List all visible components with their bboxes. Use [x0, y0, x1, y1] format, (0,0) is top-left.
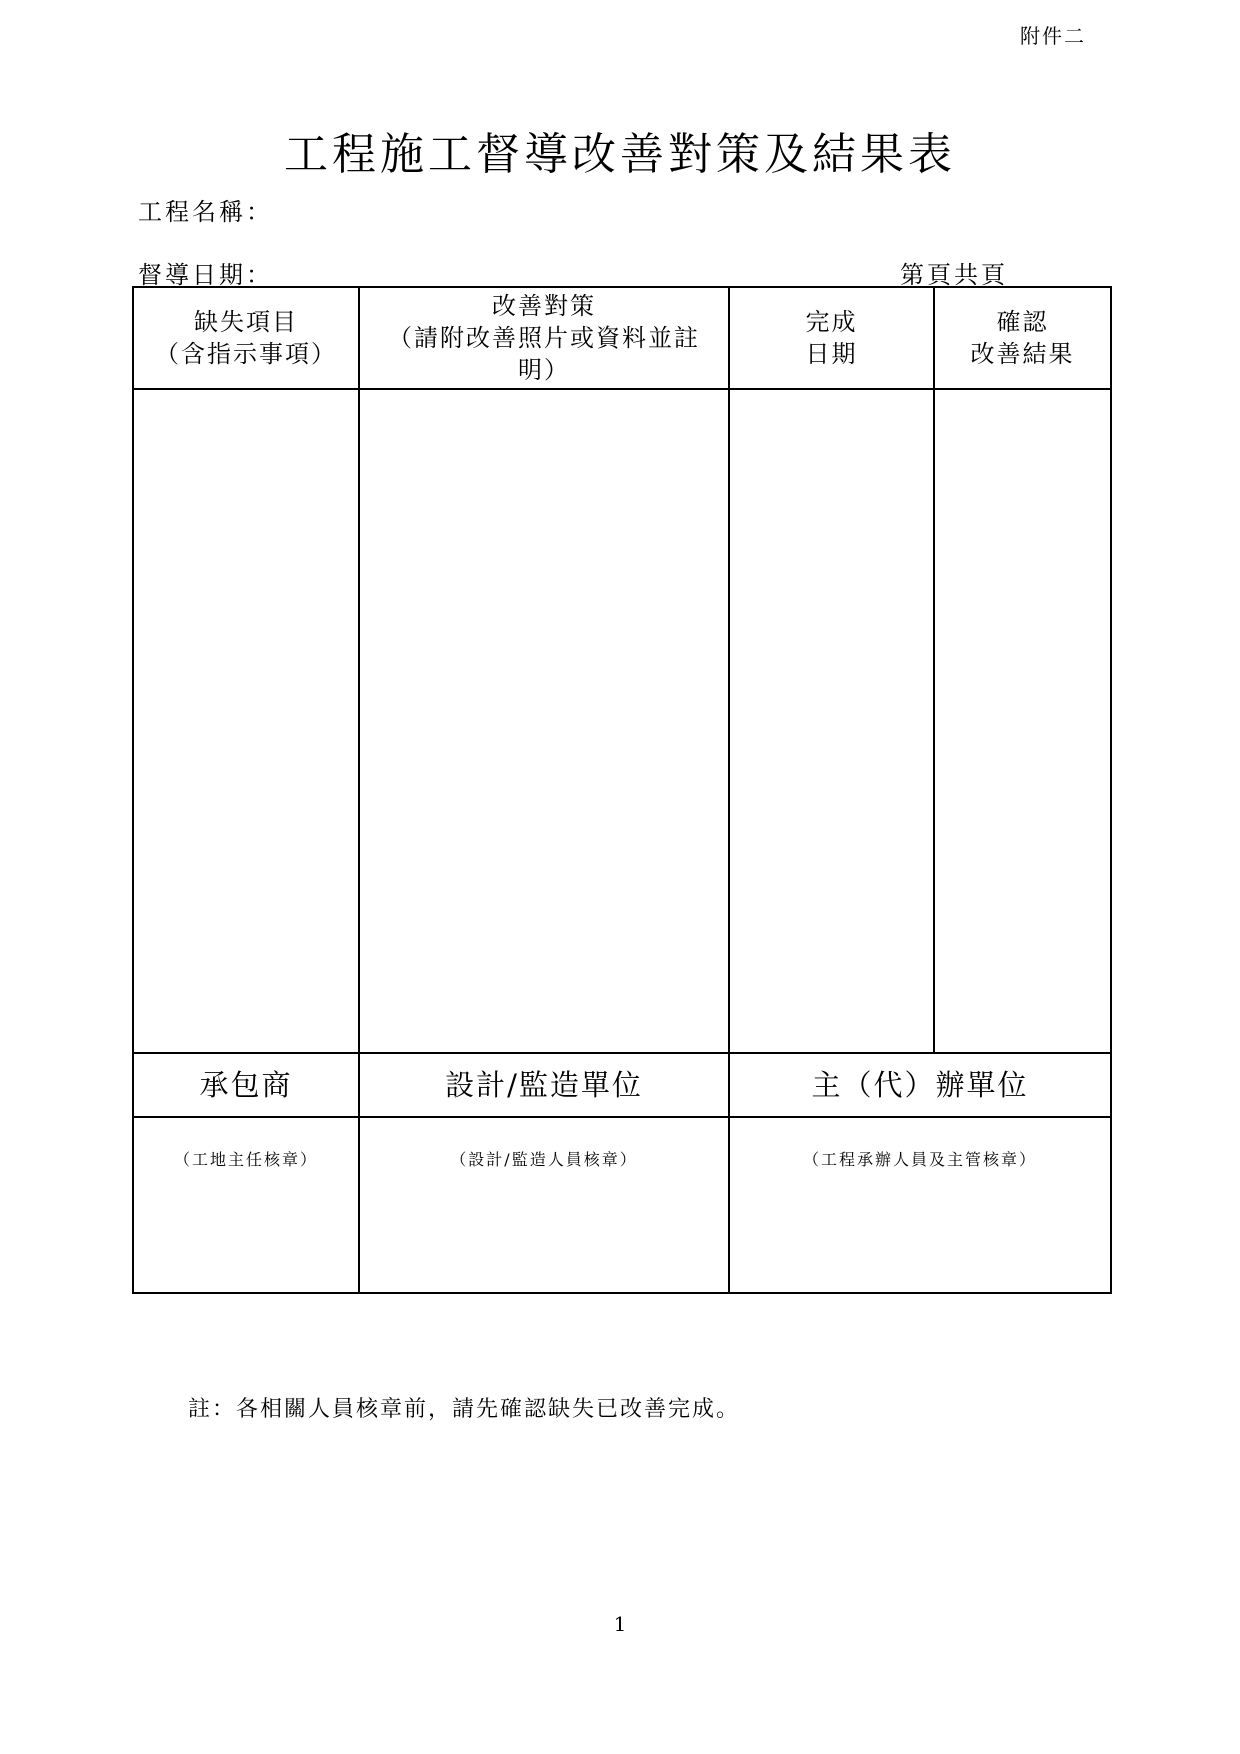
col-header-deficiency	[133, 287, 359, 389]
page-number: 1	[613, 1612, 627, 1636]
col-header-confirmation	[934, 287, 1111, 389]
confirmation-entry-cell[interactable]	[934, 389, 1111, 1053]
col-header-deficiency-line2: （含指示事項）	[155, 340, 337, 368]
col-header-confirmation-line1: 確認	[996, 308, 1049, 336]
signature-seal-row	[133, 1117, 1111, 1293]
table-body-row	[133, 389, 1111, 1053]
seal-contractor[interactable]: （工地主任核章）	[133, 1117, 359, 1293]
page-counter: 第頁共頁	[900, 261, 1008, 289]
deficiency-entry-cell[interactable]	[133, 389, 359, 1053]
countermeasure-entry-cell[interactable]	[359, 389, 729, 1053]
col-header-countermeasure-line2: （請附改善照片或資料並註	[388, 324, 700, 352]
completion-date-entry-cell[interactable]	[729, 389, 934, 1053]
col-header-completion-date-line2: 日期	[805, 340, 858, 368]
col-header-completion-date-line1: 完成	[805, 308, 858, 336]
role-host-agency: 主（代）辦單位	[729, 1053, 1111, 1117]
table-header-row	[133, 287, 1111, 389]
seal-host-agency[interactable]: （工程承辦人員及主管核章）	[729, 1117, 1111, 1293]
col-header-countermeasure-line3: 明）	[518, 356, 570, 384]
document-title: 工程施工督導改善對策及結果表	[284, 129, 956, 180]
role-contractor: 承包商	[133, 1053, 359, 1117]
col-header-deficiency-line1: 缺失項目	[194, 308, 298, 336]
role-design-supervision: 設計/監造單位	[359, 1053, 729, 1117]
seal-design-supervision[interactable]: （設計/監造人員核章）	[359, 1117, 729, 1293]
signature-role-row	[133, 1053, 1111, 1117]
footnote: 註：各相關人員核章前，請先確認缺失已改善完成。	[188, 1397, 741, 1422]
project-name-label: 工程名稱：	[138, 198, 273, 226]
col-header-completion-date	[729, 287, 934, 389]
improvement-form-table	[132, 286, 1112, 1294]
inspection-date-label: 督導日期：	[138, 261, 273, 289]
col-header-countermeasure-line1: 改善對策	[492, 292, 596, 320]
attachment-label: 附件二	[1020, 24, 1086, 48]
col-header-countermeasure	[359, 287, 729, 389]
col-header-confirmation-line2: 改善結果	[970, 340, 1075, 368]
